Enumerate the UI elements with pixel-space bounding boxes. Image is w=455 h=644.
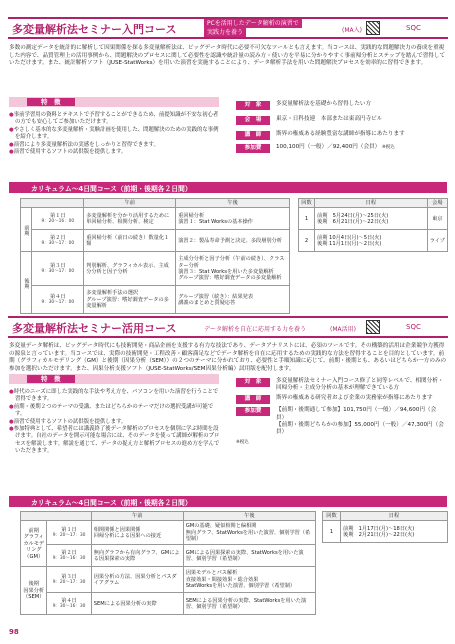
day-label: 第４日 9：30～17：00: [32, 286, 84, 314]
feature-item: ●前期・後期２つのテーマの受講、またはどちらかのテーマだけの選択受講が可能です。: [9, 403, 214, 418]
fee-note: ※税込: [236, 440, 249, 446]
am-cell: 判別解析、グラフィカル表示、主成分分析と因子分析: [84, 252, 176, 286]
am-cell: SEMによる因果分析の実際: [91, 593, 183, 615]
pm-cell: 重回帰分析 演習１：Stat Worksの基本操作: [176, 208, 290, 230]
info-fee: 参加費 100,100円（一般）／92,400円（会員） ※税込: [236, 144, 446, 153]
course1-schedule-table: 回数 日程 会場 1 前期 5月24日(月)～25日(火) 後期 6月21日(月)～22日(火) 東京 2 前期 10月4日(月)～5日(火) 後期 11月1日(月)～2日(火) ライブ: [298, 198, 448, 252]
course2-features: [9, 389, 221, 456]
pm-cell: 演習２：製品寿命予測と決定、多段層別分析: [176, 230, 290, 252]
qr-code-icon: [366, 21, 380, 35]
day-label: 第３日 9：30～17：00: [32, 252, 84, 286]
qr-code-icon: [366, 320, 380, 334]
pm-cell: 主成分分析と因子分析（午前の続き）、クラスター分析 演習３：Stat Worksを用いた多変量解析 グループ演習：嗜好調査データの多変量解析: [176, 252, 290, 286]
course2-features-header: 特 徴: [9, 374, 219, 384]
col-am: 午前: [91, 512, 183, 521]
col-am: 午前: [84, 199, 176, 208]
course1-header: [8, 17, 448, 39]
course1-curriculum-band: カリキュラム～4日間コース（前期・後期各２日間）: [9, 182, 447, 193]
course2-curriculum-band: カリキュラム～4日間コース（前期・後期各２日間）: [9, 496, 447, 507]
am-cell: 重回帰分析（前日の続き）数量化１類: [84, 230, 176, 252]
course2-title: 多変量解析法セミナー活用コース: [12, 322, 177, 335]
am-cell: 無向グラフから有向グラフ、GMによる因果探索の実際: [91, 545, 183, 567]
col-pm: 午後: [183, 512, 315, 521]
course2-ma-label: (MA活用): [330, 326, 356, 333]
info-venue: 会 場 東京・日科技連 本部または東高円寺ビル: [236, 116, 446, 125]
course1-ma-label: (MA入): [342, 27, 362, 34]
page-number: 98: [9, 628, 19, 636]
feature-item: ●演習により多変量解析法の実感をしっかりと習得できます。: [9, 141, 159, 148]
info-target: 対 象 多変量解析法セミナー入門コース修了と同等レベルで、相関分析・回帰分析・主成分分析の基本が理解できている方: [236, 378, 446, 392]
am-cell: 多変量解析手法の選択 グループ演習：嗜好調査データの多変量解析: [84, 286, 176, 314]
course2-header: [8, 316, 448, 338]
pm-cell: GMによる因果探索の実際、StatWorksを用いた演習、個別学習（希望制）: [183, 545, 315, 567]
info-target: 対 象 多変量解析法を基礎から習得したい方: [236, 101, 446, 110]
pm-cell: SEMによる因果分析の実際、StatWorksを用いた演習、個別学習（希望制）: [183, 593, 315, 615]
course1-intro: 多数の測定データを統計的に解析して因果関係を探る多変量解析法は、ビッグデータ時代に必要不可欠なツールとも言えます。当コースは、実践的な問題解決力の養成を重視した内容で、品質管理上の活用事例から、問題解決のプロセスに関して必要性を認識や統計量の読み方・使い方を平易に分かりやすく事前帰分析とステップを踏んで習得していただけます。また、統計解析ソフト（JUSE-StatWorks）を用いた演習を実施することにより、データ解析手法を用いた問題解決プロセスを効率的に習得できます。: [9, 45, 446, 67]
pm-cell: 因果モデルとパス解析 直接効果・間接効果・総合効果 StatWorksを用いた演習、個別学習（希望制）: [183, 567, 315, 593]
course1-info: [236, 101, 446, 156]
course2-schedule-table: 回数 日程 1 前期 1月17日(月)～18日(火) 後期 2月21日(月)～22日(火): [322, 511, 448, 543]
course2-sqc: SQC: [406, 323, 421, 331]
course1-tag-bottom: 実践力を養う: [204, 28, 246, 37]
course1-curriculum-table: [20, 198, 290, 314]
term-second: 後期 因果分析（SEM）: [21, 567, 47, 615]
am-cell: 多変量解析を分かり活用するために単回帰分析、相関分析、検定: [84, 208, 176, 230]
course1-features-header: 特 徴: [9, 97, 219, 107]
term-second: 後期: [21, 252, 32, 314]
course2-info: [236, 378, 446, 445]
am-cell: 因果分析の方法、因果分析とパスダイアグラム: [91, 567, 183, 593]
course1-title: 多変量解析法セミナー入門コース: [12, 23, 177, 36]
course2-intro: 多変量データ解析は、ビッグデータ時代にも技術開発・商品企画を支援する有力な技法であり、データアナリストには、必須のツールです。その構築的活用は企業競争力獲得の源泉と言っています。当コースでは、実際の技術開発・工程改善・顧客満足などでデータ解析を自在に応用するための実践的な方法を習得することを目的としています。前期（グラフィカルモデリング（GM）と後期（因果分析（SEM））の２つのテーマに分かれており、必要性と手順知識に応じて、前期・後期とも、あるいはどちらか一方のみの参加を選択いただけます。また、因果分析支援ソフト（JUSE-StatWorks/SEM因果分析編）試用版を配付します。: [9, 343, 447, 372]
course1-sqc: SQC: [406, 24, 421, 32]
am-cell: 相関関係と因果関係 回帰分析による因果への接近: [91, 521, 183, 545]
term-first: 前期: [21, 208, 32, 252]
schedule-dates: 前期 5月24日(月)～25日(火) 後期 6月21日(月)～22日(火): [315, 208, 428, 230]
col-pm: 午後: [176, 199, 290, 208]
feature-item: ●参加特典として、希望者には講義終了後データ解析のプロセスを個別に学ぶ時間を設けます。自社のデータを開示可能な場合には、そのデータを使って講師が解析のプロセスを解説します。解説を通じて、データの捉え方と解析プロセスの進め方を学んでいただきます。: [9, 426, 220, 455]
day-label: 第１日 9：20～17：30: [47, 521, 91, 545]
feature-item: ●時代のニーズに即した実践的な手法や考え方を、パソコンを用いた演習を行うことで習得できます。: [9, 389, 219, 403]
pm-cell: GMの基礎、疑似相関と偏相関 無向グラフ、StatWorksを用いた演習、個別学習（希望制）: [183, 521, 315, 545]
info-fee: 参加費 【前期・後期通して参加】101,750円（一般）／94,600円（会員） 【前期・後期どちらかの参加】55,000円（一般）／47,300円（会員）: [236, 407, 446, 436]
info-lecturer: 講 師 斯界の権威ある経験豊富な講師が指導にあたります: [236, 131, 446, 140]
day-label: 第１日 9：20～16：00: [32, 208, 84, 230]
course1-tag-top: PCを活用したデータ解析の演習で: [204, 19, 302, 28]
day-label: 第２日 9：30～17：00: [32, 230, 84, 252]
feature-item: ●演習で使用するソフトの試供版を提供します。: [9, 418, 127, 425]
schedule-dates: 前期 10月4日(月)～5日(火) 後期 11月1日(月)～2日(火): [315, 230, 428, 252]
feature-item: ●演習で使用するソフトの試供版を提供します。: [9, 149, 127, 156]
feature-item: ●事前学習用の資料とテキストで予習することができるため、前提知識が不安な初心者の方でも安心してご参加いただけます。: [9, 112, 219, 126]
term-first: 前期 グラフィカルモデリング（GM）: [21, 521, 47, 567]
day-label: 第４日 9：30～16：30: [47, 593, 91, 615]
day-label: 第３日 9：20～17：30: [47, 567, 91, 593]
pm-cell: グループ演習（続き）：結果発表 講義のまとめと質疑応答: [176, 286, 290, 314]
feature-item: ●やさしく基本的な多変量解析・実験計画を使用した、問題解決のための実践的な事例を紹介します。: [9, 126, 219, 141]
course2-curriculum-table: [20, 511, 316, 615]
course1-features: [9, 112, 221, 156]
schedule-dates: 前期 1月17日(月)～18日(火) 後期 2月21日(月)～22日(火): [341, 521, 448, 543]
course2-tag: データ解析を自在に応用する力を養う: [204, 326, 307, 333]
info-lecturer: 講 師 斯界の権威ある研究者および企業の実務家が指導にあたります: [236, 395, 446, 404]
day-label: 第２日 9：30～16：30: [47, 545, 91, 567]
